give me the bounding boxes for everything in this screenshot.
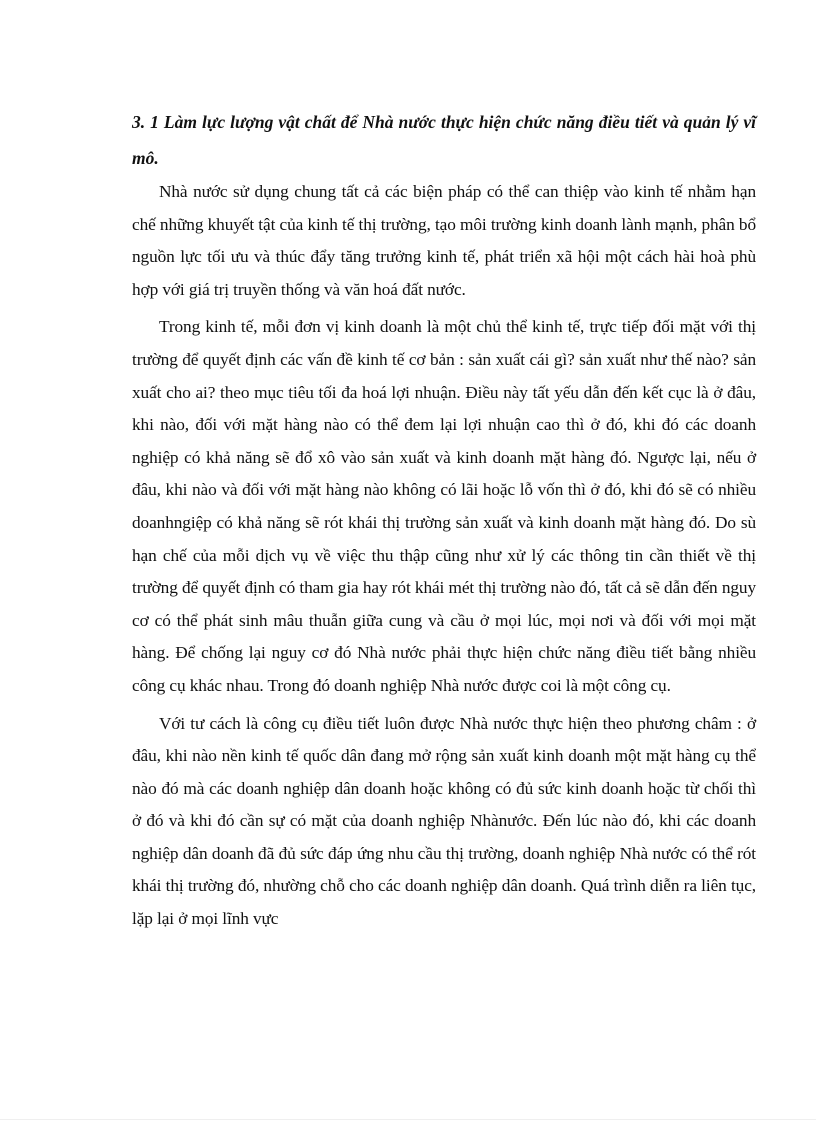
paragraph-1: Nhà nước sử dụng chung tất cả các biện pháp có thể can thiệp vào kinh tế nhằm hạn chế những khuyết tật của kinh tế thị trường, tạo môi trường kinh doanh lành mạnh, phân bổ nguồn lực tối ưu và thúc đẩy tăng trưởng kinh tế, phát triển xã hội một cách hài hoà phù hợp với giá trị truyền thống và văn hoá đất nước. <box>132 182 756 299</box>
document-page <box>132 104 756 936</box>
paragraph-3: Với tư cách là công cụ điều tiết luôn được Nhà nước thực hiện theo phương châm : ở đâu, khi nào nền kinh tế quốc dân đang mở rộng sản xuất kinh doanh một mặt hàng cụ thể nào đó mà các doanh nghiệp dân doanh hoặc không có đủ sức kinh doanh hoặc từ chối thì ở đó và khi đó cần sự có mặt của doanh nghiệp Nhànước. Đến lúc nào đó, khi các doanh nghiệp dân doanh đã đủ sức đáp ứng nhu cầu thị trường, doanh nghiệp Nhà nước có thể rót khái thị trường đó, nhường chỗ cho các doanh nghiệp dân doanh. Quá trình diễn ra liên tục, lặp lại ở mọi lĩnh vực <box>132 713 756 929</box>
page-bottom-edge <box>0 1119 816 1120</box>
section-heading: 3. 1 Làm lực lượng vật chất để Nhà nước thực hiện chức năng điều tiết và quản lý vĩ mô. <box>132 112 756 168</box>
paragraph-2: Trong kinh tế, mỗi đơn vị kinh doanh là một chủ thể kinh tế, trực tiếp đối mặt với thị trường để quyết định các vấn đề kinh tế cơ bản : sản xuất cái gì? sản xuất như thế nào? sản xuất cho ai? theo mục tiêu tối đa hoá lợi nhuận. Điều này tất yếu dẫn đến kết cục là ở đâu, khi nào, đối với mặt hàng nào có thể đem lại lợi nhuận cao thì ở đó, khi đó các doanh nghiệp có khả năng sẽ đổ xô vào sản xuất và kinh doanh mặt hàng đó. Ngược lại, nếu ở đâu, khi nào và đối với mặt hàng nào không có lãi hoặc lỗ vốn thì ở đó, khi đó sẽ có nhiều doanhngiệp có khả năng sẽ rót khái thị trường sản xuất và kinh doanh mặt hàng đó. Do sù hạn chế của mỗi dịch vụ về việc thu thập cũng như xử lý các thông tin cần thiết về thị trường để quyết định có tham gia hay rót khái mét thị trường nào đó, tất cả sẽ dẫn đến nguy cơ có thể phát sinh mâu thuẫn giữa cung và cầu ở mọi lúc, mọi nơi và đối với mọi mặt hàng. Để chống lại nguy cơ đó Nhà nước phải thực hiện chức năng điều tiết bằng nhiều công cụ khác nhau. Trong đó doanh nghiệp Nhà nước được coi là một công cụ. <box>132 317 756 695</box>
